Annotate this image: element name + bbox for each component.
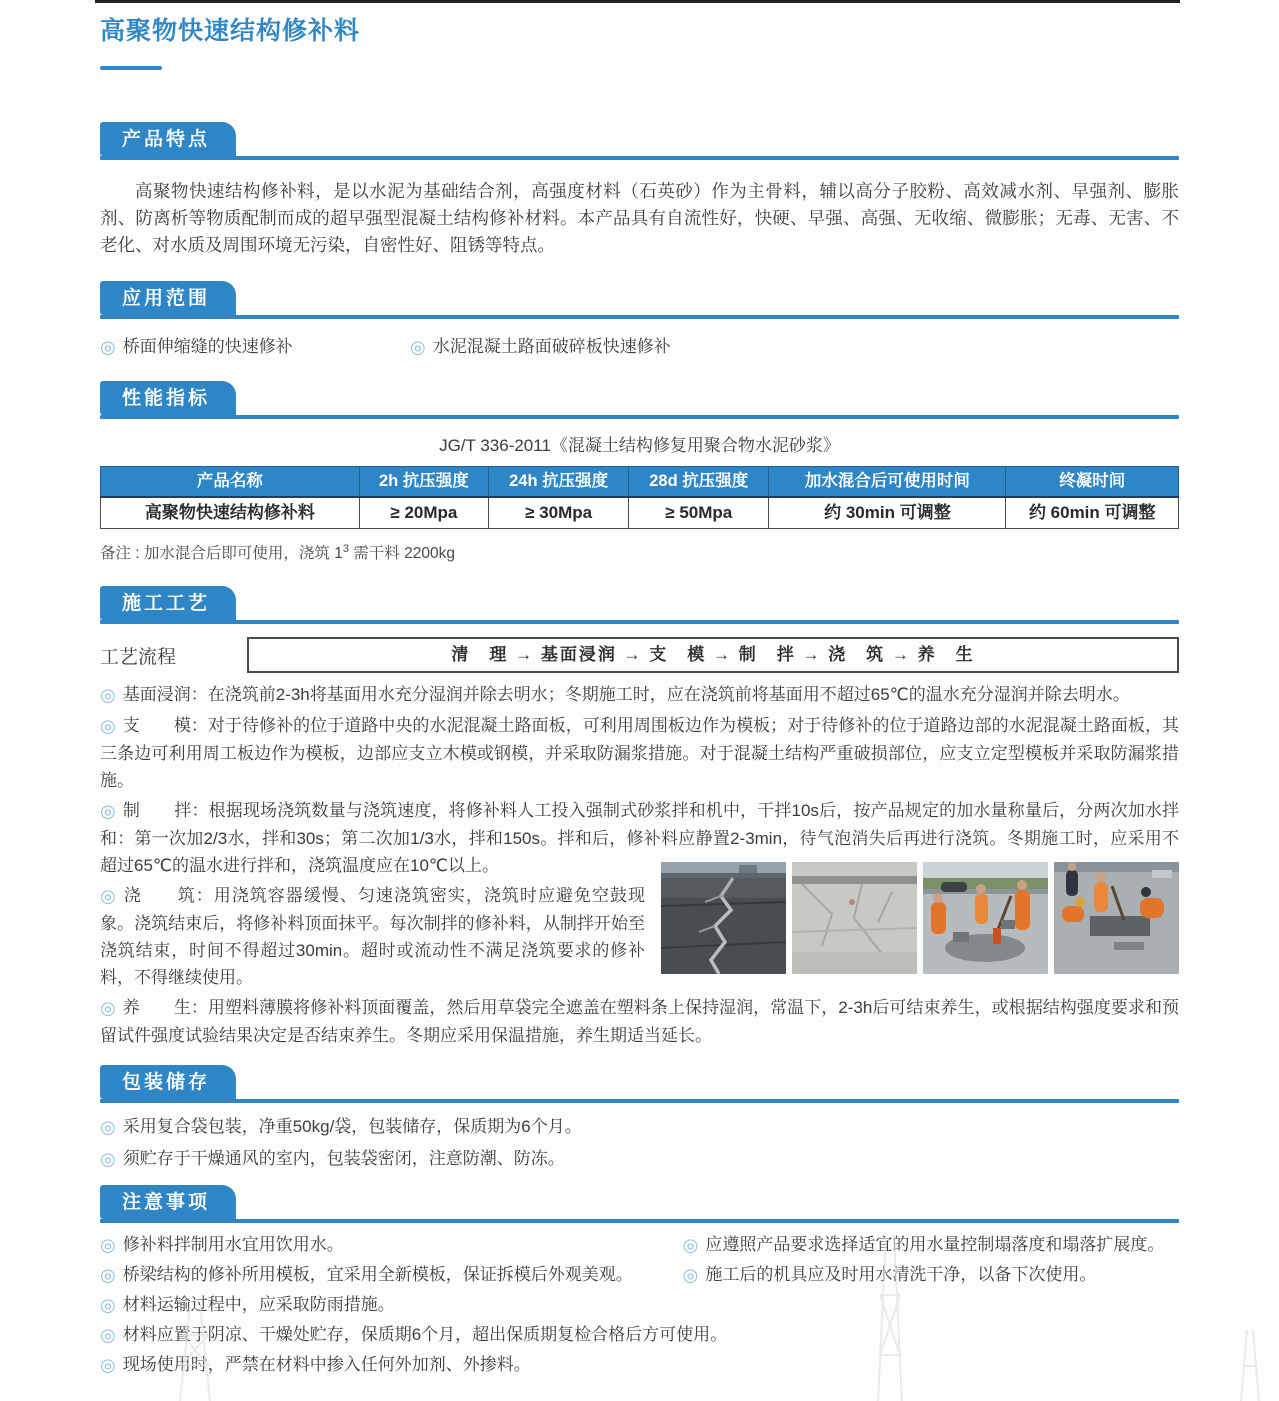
section-tab-storage: 包装储存	[100, 1065, 236, 1099]
section-rule	[100, 1099, 1179, 1103]
process-step-text: 养 生：用塑料薄膜将修补料顶面覆盖，然后用草袋完全遮盖在塑料条上保持湿润，常温下，2-3h后可结束养生，或根据结构强度要求和预留试件强度试验结果决定是否结束养生。冬期应采用保温措施，养生期适当延长。	[100, 998, 1179, 1046]
table-cell-product-name: 高聚物快速结构修补料	[101, 497, 360, 529]
features-paragraph: 高聚物快速结构修补料，是以水泥为基础结合剂，高强度材料（石英砂）作为主骨料，辅以高分子胶粉、高效减水剂、早强剂、膨胀剂、防离析等物质配制而成的超早强型混凝土结构修补材料。本产品具有自流性好，快硬、早强、高强、无收缩、微膨胀；无毒、无害、不老化、对水质及周围环境无污染，自密性好、阻锈等特点。	[100, 181, 1179, 255]
ring-bullet-icon: ◎	[100, 716, 116, 737]
section-rule	[100, 315, 1179, 319]
section-application-heading	[100, 281, 1179, 319]
table-cell: ≥ 50Mpa	[629, 497, 769, 529]
table-header-cell: 24h 抗压强度	[489, 467, 629, 498]
section-rule	[100, 620, 1179, 624]
process-step	[100, 994, 1179, 1049]
ring-bullet-icon: ◎	[100, 1325, 116, 1346]
section-rule	[100, 415, 1179, 419]
application-items	[100, 335, 1179, 359]
ring-bullet-icon: ◎	[100, 801, 116, 822]
notice-item-label: 应遵照产品要求选择适宜的用水量控制塌落度和塌落扩展度。	[705, 1235, 1165, 1255]
process-step	[100, 882, 1179, 991]
process-flow	[100, 637, 1179, 673]
application-item-label: 桥面伸缩缝的快速修补	[122, 337, 293, 356]
performance-table	[100, 466, 1179, 529]
photo-workers-breaking-pavement	[923, 862, 1048, 974]
notice-items	[100, 1233, 1179, 1377]
notice-item	[100, 1263, 683, 1287]
section-tab-performance: 性能指标	[100, 381, 236, 415]
section-notices-heading	[100, 1185, 1179, 1223]
notice-item	[100, 1353, 1179, 1377]
ring-bullet-icon: ◎	[100, 337, 116, 357]
table-header-cell: 28d 抗压强度	[629, 467, 769, 498]
storage-item-label: 须贮存于干燥通风的室内，包装袋密闭，注意防潮、防冻。	[122, 1149, 565, 1169]
application-item-label: 水泥混凝土路面破碎板快速修补	[432, 337, 671, 356]
process-step-text: 基面浸润：在浇筑前2-3h将基面用水充分湿润并除去明水；冬期施工时，应在浇筑前将基面用不超过65℃的温水充分湿润并除去明水。	[122, 685, 1130, 705]
ring-bullet-icon: ◎	[100, 998, 116, 1019]
section-storage-heading	[100, 1065, 1179, 1103]
photo-cracked-dark-pavement	[661, 862, 786, 974]
notice-item	[100, 1323, 1179, 1347]
table-cell: ≥ 20Mpa	[359, 497, 488, 529]
table-header-cell: 2h 抗压强度	[359, 467, 488, 498]
process-step-text: 制 拌：根据现场浇筑数量与浇筑速度，将修补料人工投入强制式砂浆拌和机中，干拌10s后，按产品规定的加水量称量后，分两次加水拌和：第一次加2/3水，拌和30s；第二次加1/3水，拌和150s。拌和后，修补料应静置2-3min，待气泡消失后再进行浇筑。冬期施工时，应采用不超过65℃的温水进行拌和，浇筑温度应在10℃以上。	[100, 801, 1179, 876]
table-remark	[100, 539, 1179, 564]
notice-item	[100, 1293, 1179, 1317]
flow-label: 工艺流程	[100, 646, 177, 668]
process-step	[100, 712, 1179, 794]
section-tab-process: 施工工艺	[100, 586, 236, 620]
storage-item-label: 采用复合袋包装，净重50kg/袋，包装储存，保质期为6个月。	[122, 1117, 582, 1137]
title-underline	[100, 66, 162, 70]
table-header-row	[101, 467, 1179, 498]
application-item	[410, 335, 671, 359]
section-performance-heading	[100, 381, 1179, 419]
remark-text: 备注 : 加水混合后即可使用，浇筑 1	[100, 545, 343, 563]
process-step-text: 浇 筑：用浇筑容器缓慢、匀速浇筑密实，浇筑时应避免空鼓现象。浇筑结束后，将修补料顶面抹平。每次制拌的修补料，从制拌开始至浇筑结束，时间不得超过30min。超时或流动性不满足浇筑要求的修补料，不得继续使用。	[100, 886, 645, 988]
section-features-heading	[100, 122, 1179, 160]
notice-item	[100, 1233, 683, 1257]
section-tab-notices: 注意事项	[100, 1185, 236, 1219]
table-header-cell: 加水混合后可使用时间	[769, 467, 1006, 498]
ring-bullet-icon: ◎	[410, 337, 426, 357]
process-steps	[100, 681, 1179, 1049]
photo-workers-repairing-pavement	[1054, 862, 1179, 974]
ring-bullet-icon: ◎	[100, 1235, 116, 1256]
process-step-text: 支 模：对于待修补的位于道路中央的水泥混凝土路面板，可利用周围板边作为模板；对于待修补的位于道路边部的水泥混凝土路面板，其三条边可利用周工板边作为模板，边部应支立木模或钢模，并采取防漏浆措施。对于混凝土结构严重破损部位，应支立定型模板并采取防漏浆措施。	[100, 716, 1179, 791]
ring-bullet-icon: ◎	[100, 685, 116, 706]
table-cell: 约 60min 可调整	[1006, 497, 1179, 529]
section-tab-application: 应用范围	[100, 281, 236, 315]
section-rule	[100, 1219, 1179, 1223]
notice-item-label: 修补料拌制用水宜用饮用水。	[122, 1235, 344, 1255]
notice-item-label: 现场使用时，严禁在材料中掺入任何外加剂、外掺料。	[122, 1355, 531, 1375]
section-process-heading	[100, 586, 1179, 624]
standard-reference: JG/T 336-2011《混凝土结构修复用聚合物水泥砂浆》	[439, 436, 840, 455]
remark-text: 需干料 2200kg	[348, 545, 455, 563]
process-step	[100, 681, 1179, 709]
ring-bullet-icon: ◎	[100, 1265, 116, 1286]
remark-superscript: 3	[342, 543, 349, 555]
ring-bullet-icon: ◎	[100, 1295, 116, 1316]
ring-bullet-icon: ◎	[100, 1149, 116, 1170]
notice-item-label: 施工后的机具应及时用水清洗干净，以备下次使用。	[705, 1265, 1097, 1285]
page-title: 高聚物快速结构修补料	[100, 17, 361, 45]
storage-items	[100, 1115, 1179, 1171]
photo-broken-concrete-slab	[792, 862, 917, 974]
section-tab-features: 产品特点	[100, 122, 236, 156]
notice-item-label: 桥梁结构的修补所用模板，宜采用全新模板，保证拆模后外观美观。	[122, 1265, 633, 1285]
flow-sequence: 清 理 → 基面浸润 → 支 模 → 制 拌 → 浇 筑 → 养 生	[247, 637, 1179, 673]
notice-item-label: 材料运输过程中，应采取防雨措施。	[122, 1295, 395, 1315]
notice-item-label: 材料应置于阴凉、干燥处贮存，保质期6个月，超出保质期复检合格后方可使用。	[122, 1325, 728, 1345]
section-rule	[100, 156, 1179, 160]
ring-bullet-icon: ◎	[100, 1355, 116, 1376]
table-cell: 约 30min 可调整	[769, 497, 1006, 529]
construction-photos	[661, 862, 1179, 974]
storage-item	[100, 1147, 1179, 1171]
table-row	[101, 497, 1179, 529]
ring-bullet-icon: ◎	[100, 1117, 116, 1138]
application-item	[100, 335, 410, 359]
table-header-cell: 终凝时间	[1006, 467, 1179, 498]
table-cell: ≥ 30Mpa	[489, 497, 629, 529]
ring-bullet-icon: ◎	[682, 1235, 699, 1256]
notice-item	[683, 1263, 1179, 1287]
ring-bullet-icon: ◎	[682, 1265, 699, 1286]
table-header-cell: 产品名称	[101, 467, 360, 498]
ring-bullet-icon: ◎	[100, 886, 117, 907]
notice-item	[683, 1233, 1179, 1257]
storage-item	[100, 1115, 1179, 1139]
